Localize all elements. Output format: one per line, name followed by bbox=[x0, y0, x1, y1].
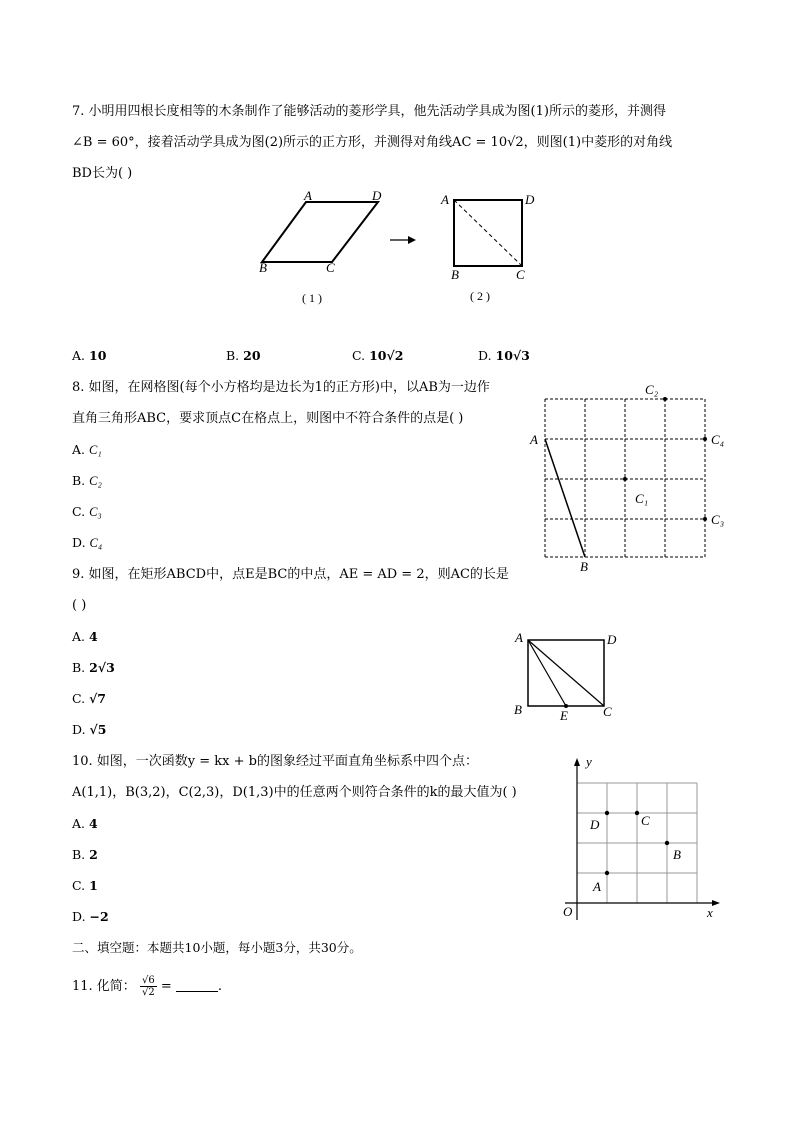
q9-option-a: A. 4 bbox=[72, 629, 98, 644]
label-b: B bbox=[580, 559, 588, 574]
q11-denominator: √2 bbox=[141, 987, 155, 998]
q8-option-b: B. C₂ bbox=[72, 473, 102, 488]
q8-option-d: D. C₄ bbox=[72, 535, 103, 550]
q7-option-c: C. 10√2 bbox=[352, 348, 404, 363]
label-d: D bbox=[590, 817, 600, 832]
q10-option-a: A. 4 bbox=[72, 816, 98, 831]
point-c2 bbox=[663, 397, 667, 401]
q8-line1: 8. 如图，在网格图(每个小方格均是边长为1的正方形)中，以AB为一边作 bbox=[72, 380, 490, 395]
q11-numerator: √6 bbox=[141, 975, 155, 986]
fig2-label-B: B bbox=[451, 267, 459, 282]
q10-line1: 10. 如图，一次函数y = kx + b的图象经过平面直角坐标系中四个点： bbox=[72, 754, 478, 769]
fig2-label-C: C bbox=[516, 267, 525, 282]
q9-option-d: D. √5 bbox=[72, 722, 107, 737]
segment-ae bbox=[528, 640, 566, 706]
point-d bbox=[605, 811, 609, 815]
fig1-label-D: D bbox=[372, 190, 382, 203]
label-a: A bbox=[593, 879, 601, 894]
q9-rectangle-figure bbox=[510, 628, 620, 726]
q7-option-a: A. 10 bbox=[72, 348, 107, 363]
x-axis-arrow-icon bbox=[712, 900, 720, 906]
label-b: B bbox=[514, 702, 522, 717]
q11-suffix: . bbox=[217, 979, 223, 994]
arrow-head-icon bbox=[408, 236, 416, 244]
fig2-label-A: A bbox=[441, 192, 449, 207]
q9-option-c: C. √7 bbox=[72, 691, 106, 706]
q11-line bbox=[72, 975, 222, 998]
fig2-label-D: D bbox=[525, 192, 535, 207]
q11-equals: = bbox=[160, 979, 172, 994]
label-d: D bbox=[607, 632, 617, 647]
segment-ab bbox=[545, 439, 585, 557]
label-c4: C₄ bbox=[711, 432, 725, 447]
label-c1: C₁ bbox=[635, 491, 649, 506]
fig1-label-C: C bbox=[326, 260, 335, 275]
q11-prefix: 11. 化简： bbox=[72, 979, 136, 994]
q10-option-b: B. 2 bbox=[72, 847, 98, 862]
section2-heading: 二、填空题：本题共10小题，每小题3分，共30分。 bbox=[72, 940, 362, 955]
q7-line1: 7. 小明用四根长度相等的木条制作了能够活动的菱形学具，他先活动学具成为图(1)所示的菱形，并测得 bbox=[72, 104, 666, 119]
y-axis-arrow-icon bbox=[574, 758, 580, 766]
q11-fraction bbox=[140, 975, 157, 998]
fig1-caption: ( 1 ) bbox=[302, 291, 322, 305]
label-a: A bbox=[515, 630, 523, 645]
q10-coordinate-figure bbox=[556, 752, 726, 924]
point-a bbox=[605, 871, 609, 875]
fig2-caption: ( 2 ) bbox=[470, 289, 490, 303]
q10-option-c: C. 1 bbox=[72, 878, 98, 893]
q9-line2: ( ) bbox=[72, 598, 87, 613]
label-o: O bbox=[563, 904, 573, 919]
label-e: E bbox=[560, 708, 568, 723]
point-b bbox=[665, 841, 669, 845]
q7-option-b: B. 20 bbox=[226, 348, 261, 363]
point-c1 bbox=[623, 477, 627, 481]
label-a: A bbox=[530, 432, 538, 447]
label-c: C bbox=[603, 704, 612, 719]
label-b: B bbox=[673, 847, 681, 862]
q7-line2: ∠B = 60°，接着活动学具成为图(2)所示的正方形，并测得对角线AC = 10√2，则图(1)中菱形的对角线 bbox=[72, 135, 673, 150]
q7-line3: BD长为( ) bbox=[72, 166, 133, 181]
point-c3 bbox=[703, 517, 707, 521]
point-c4 bbox=[703, 437, 707, 441]
segment-ac bbox=[528, 640, 604, 706]
q9-line1: 9. 如图，在矩形ABCD中，点E是BC的中点，AE = AD = 2，则AC的长是 bbox=[72, 567, 509, 582]
label-x: x bbox=[707, 905, 713, 920]
fig1-label-A: A bbox=[304, 190, 312, 203]
q9-option-b: B. 2√3 bbox=[72, 660, 115, 675]
label-c: C bbox=[641, 813, 650, 828]
fig1-label-B: B bbox=[259, 260, 267, 275]
label-c2: C₂ bbox=[645, 382, 659, 397]
label-c3: C₃ bbox=[711, 512, 725, 527]
point-c bbox=[635, 811, 639, 815]
q8-option-a: A. C₁ bbox=[72, 442, 102, 457]
q8-grid-figure bbox=[525, 380, 735, 575]
q11-answer-blank[interactable] bbox=[176, 979, 218, 992]
q7-figures bbox=[250, 190, 550, 310]
square-diagonal bbox=[454, 200, 522, 266]
label-y: y bbox=[586, 754, 592, 769]
q8-option-c: C. C₃ bbox=[72, 504, 102, 519]
q10-line2: A(1,1)，B(3,2)，C(2,3)，D(1,3)中的任意两个则符合条件的k的最大值为( ) bbox=[72, 785, 517, 800]
q7-option-d: D. 10√3 bbox=[478, 348, 530, 363]
q10-option-d: D. −2 bbox=[72, 909, 109, 924]
rhombus-shape bbox=[262, 202, 378, 262]
q8-line2: 直角三角形ABC，要求顶点C在格点上，则图中不符合条件的点是( ) bbox=[72, 411, 464, 426]
